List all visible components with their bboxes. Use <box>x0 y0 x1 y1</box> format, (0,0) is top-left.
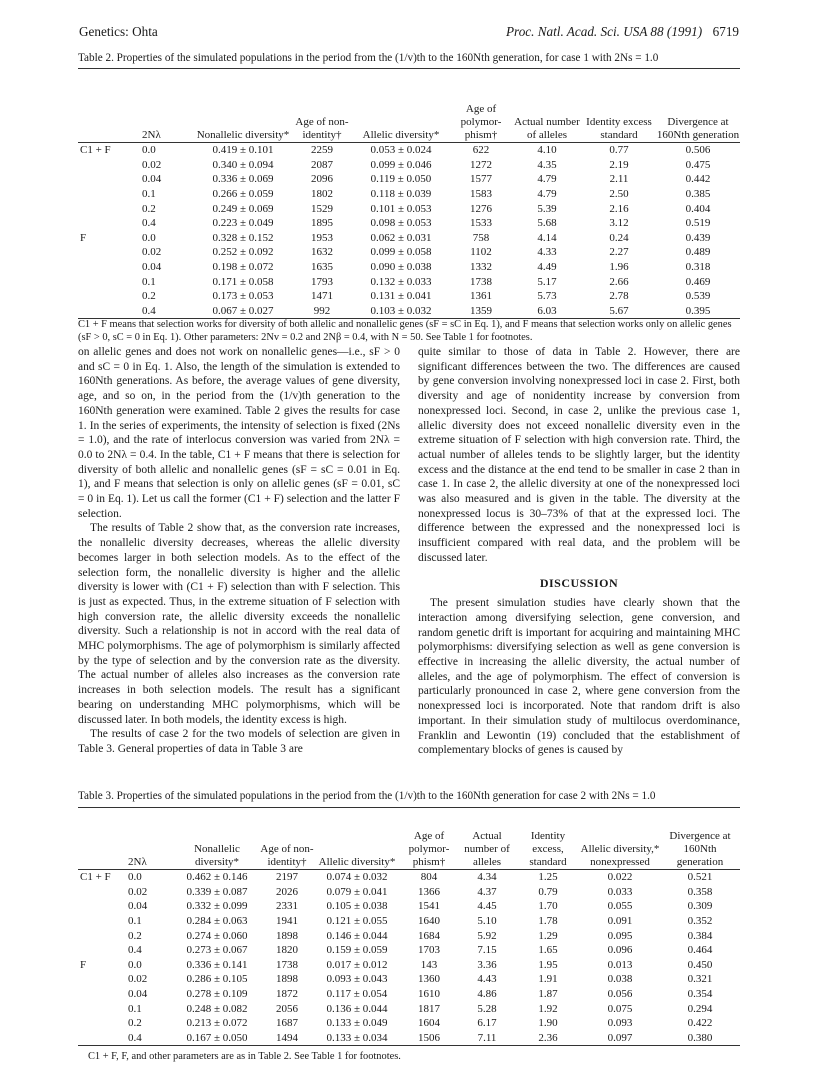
selection-group-cell: F <box>80 958 87 971</box>
table-cell: 0.521 <box>687 871 713 884</box>
table-cell: 0.067 ± 0.027 <box>212 304 274 317</box>
table-cell: 0.321 <box>687 973 713 986</box>
table-cell: 4.79 <box>537 188 557 201</box>
table-cell: 1817 <box>418 1002 440 1015</box>
table-cell: 0.278 ± 0.109 <box>186 988 248 1001</box>
selection-group-cell: F <box>80 231 87 244</box>
table-cell: 0.013 <box>607 958 633 971</box>
column-header: Age of non-identity† <box>260 843 314 868</box>
table-cell: 0.0 <box>128 958 142 971</box>
table-cell: 2.19 <box>609 158 629 171</box>
table-cell: 1.91 <box>538 973 558 986</box>
column-header: Allelic diversity* <box>318 856 396 868</box>
table-cell: 143 <box>420 958 438 971</box>
table-cell: 0.095 <box>607 929 633 942</box>
table-cell: 0.79 <box>538 885 558 898</box>
table-row <box>78 914 740 929</box>
table-row <box>78 216 740 231</box>
table-cell: 0.105 ± 0.038 <box>326 900 388 913</box>
right-paragraph: The present simulation studies have clearly shown that the interaction among diversifying selection, gene conversion, and random genetic drift is important for acquiring and maintaining MHC polymorphisms: diversifying selection as well as gene conversion is effective in increasing the allelic diversity, the actual number of alleles, and the age of polymorphism. The effect of conversion is particularly pronounced in case 2, where gene conversion from the nonexpressed loci is incorporated. Note that random drift is also important. In their simulation study of multilocus overdominance, Franklin and Lewontin (19) concluded that the establishment of complementary blocks of genes is caused by <box>418 597 740 757</box>
table-cell: 4.49 <box>537 261 557 274</box>
table-cell: 0.385 <box>685 188 711 201</box>
table-cell: 0.450 <box>687 958 713 971</box>
table-cell: 4.33 <box>537 246 557 259</box>
table-cell: 0.213 ± 0.072 <box>186 1017 248 1030</box>
running-header <box>79 24 739 42</box>
column-header: Age of polymor-phism† <box>408 830 450 868</box>
table-cell: 1361 <box>470 290 492 303</box>
table-cell: 0.422 <box>687 1017 713 1030</box>
table-cell: 1533 <box>470 217 492 230</box>
column-header: Age of non-identity† <box>295 116 349 141</box>
table-cell: 0.173 ± 0.053 <box>212 290 274 303</box>
table-cell: 0.77 <box>609 144 629 157</box>
table-row <box>78 274 740 289</box>
column-header: 2Nλ <box>128 856 147 868</box>
table-cell: 2.11 <box>609 173 629 186</box>
table-cell: 1738 <box>470 275 492 288</box>
table-cell: 1332 <box>470 261 492 274</box>
table-cell: 5.39 <box>537 202 557 215</box>
table-cell: 0.098 ± 0.053 <box>370 217 432 230</box>
table-cell: 1272 <box>470 158 492 171</box>
table-row <box>78 972 740 987</box>
table-cell: 0.442 <box>685 173 711 186</box>
table-cell: 1366 <box>418 885 440 898</box>
table-row <box>78 885 740 900</box>
table-row <box>78 928 740 943</box>
table-cell: 1102 <box>470 246 492 259</box>
table-cell: 0.475 <box>685 158 711 171</box>
table-cell: 1635 <box>311 261 333 274</box>
selection-group-cell <box>78 914 128 929</box>
table-cell: 0.0 <box>142 144 156 157</box>
table-cell: 4.43 <box>477 973 497 986</box>
table-cell: 0.0 <box>142 231 156 244</box>
selection-group-cell <box>78 187 142 202</box>
table-cell: 4.34 <box>477 871 497 884</box>
table-cell: 3.36 <box>477 958 497 971</box>
table-cell: 1640 <box>418 915 440 928</box>
table-cell: 6.17 <box>477 1017 497 1030</box>
selection-group-cell: C1 + F <box>80 871 111 884</box>
table-cell: 0.171 ± 0.058 <box>212 275 274 288</box>
selection-group-cell <box>78 943 128 958</box>
table-cell: 0.384 <box>687 929 713 942</box>
column-header: Divergence at 160Nth generation <box>656 116 740 141</box>
table-cell: 1793 <box>311 275 333 288</box>
table-cell: 1360 <box>418 973 440 986</box>
table-cell: 0.04 <box>142 261 162 274</box>
selection-group-cell <box>78 885 128 900</box>
table-cell: 0.074 ± 0.032 <box>326 871 388 884</box>
table-cell: 0.133 ± 0.034 <box>326 1031 388 1044</box>
table-cell: 4.35 <box>537 158 557 171</box>
table-row <box>78 1031 740 1046</box>
table-cell: 1898 <box>276 929 298 942</box>
table-cell: 0.1 <box>128 1002 142 1015</box>
selection-group-cell <box>78 899 128 914</box>
table-cell: 0.056 <box>607 988 633 1001</box>
table-cell: 1.29 <box>538 929 558 942</box>
column-header: Allelic diversity,* nonexpressed <box>580 843 660 868</box>
left-column <box>78 345 400 757</box>
table-cell: 1738 <box>276 958 298 971</box>
table-cell: 0.274 ± 0.060 <box>186 929 248 942</box>
table-cell: 0.118 ± 0.039 <box>370 188 432 201</box>
table-row <box>78 1016 740 1031</box>
table-cell: 0.079 ± 0.041 <box>326 885 388 898</box>
table-cell: 0.017 ± 0.012 <box>326 958 388 971</box>
table-cell: 5.68 <box>537 217 557 230</box>
table-cell: 804 <box>420 871 438 884</box>
table-cell: 2.27 <box>609 246 629 259</box>
table-cell: 0.1 <box>142 188 156 201</box>
table-cell: 1529 <box>311 202 333 215</box>
column-header: 2Nλ <box>142 129 161 141</box>
table-cell: 0.04 <box>128 988 148 1001</box>
table-cell: 0.2 <box>142 202 156 215</box>
table-cell: 0.395 <box>685 304 711 317</box>
table-cell: 0.0 <box>128 871 142 884</box>
column-header: Divergence at 160Nth generation <box>669 830 731 868</box>
table-cell: 1471 <box>311 290 333 303</box>
table-cell: 0.055 <box>607 900 633 913</box>
table-cell: 0.093 <box>607 1017 633 1030</box>
selection-group-cell <box>78 274 142 289</box>
table-cell: 0.075 <box>607 1002 633 1015</box>
table-cell: 0.286 ± 0.105 <box>186 973 248 986</box>
table-cell: 0.099 ± 0.046 <box>370 158 432 171</box>
table-cell: 4.45 <box>477 900 497 913</box>
table-cell: 2026 <box>276 885 298 898</box>
table-cell: 1610 <box>418 988 440 1001</box>
selection-group-cell <box>78 172 142 187</box>
header-citation: Proc. Natl. Acad. Sci. USA 88 (1991) <box>506 24 703 39</box>
table-cell: 0.091 <box>607 915 633 928</box>
table-cell: 0.309 <box>687 900 713 913</box>
table-cell: 2259 <box>311 144 333 157</box>
table-cell: 1.87 <box>538 988 558 1001</box>
selection-group-cell <box>78 158 142 173</box>
table-row <box>78 260 740 275</box>
table-cell: 0.103 ± 0.032 <box>370 304 432 317</box>
table-cell: 0.273 ± 0.067 <box>186 944 248 957</box>
table-cell: 0.096 <box>607 944 633 957</box>
table-cell: 0.02 <box>142 158 162 171</box>
selection-group-cell <box>78 972 128 987</box>
table-cell: 4.14 <box>537 231 557 244</box>
table-row <box>78 201 740 216</box>
table-cell: 0.2 <box>142 290 156 303</box>
table-cell: 1541 <box>418 900 440 913</box>
table-cell: 0.062 ± 0.031 <box>370 231 432 244</box>
table-cell: 0.093 ± 0.043 <box>326 973 388 986</box>
table-cell: 0.2 <box>128 929 142 942</box>
table-cell: 1583 <box>470 188 492 201</box>
table-cell: 1.90 <box>538 1017 558 1030</box>
table-cell: 1820 <box>276 944 298 957</box>
table-cell: 5.17 <box>537 275 557 288</box>
table-cell: 0.252 ± 0.092 <box>212 246 274 259</box>
table-cell: 1802 <box>311 188 333 201</box>
table-cell: 1898 <box>276 973 298 986</box>
table-cell: 5.67 <box>609 304 629 317</box>
table-row <box>78 304 740 319</box>
table-row <box>78 958 740 973</box>
selection-group-cell <box>78 304 142 319</box>
table-cell: 622 <box>472 144 490 157</box>
column-header <box>78 69 142 143</box>
column-header: Nonallelic diversity* <box>194 843 240 868</box>
table3 <box>78 807 740 1046</box>
selection-group-cell <box>78 245 142 260</box>
header-journal-section: Genetics: Ohta <box>79 24 158 39</box>
table-cell: 0.506 <box>685 144 711 157</box>
column-header: Identity excess standard <box>586 116 652 141</box>
table-cell: 2.66 <box>609 275 629 288</box>
table-cell: 0.339 ± 0.087 <box>186 885 248 898</box>
table-cell: 0.159 ± 0.059 <box>326 944 388 957</box>
table-cell: 0.053 ± 0.024 <box>370 144 432 157</box>
table-cell: 2331 <box>276 900 298 913</box>
table-cell: 1632 <box>311 246 333 259</box>
table3-caption: Table 3. Properties of the simulated populations in the period from the (1/v)th to the 160Nth generation for case 2 with 2Ns = 1.0 <box>78 790 656 802</box>
table-cell: 0.328 ± 0.152 <box>212 231 274 244</box>
table-cell: 2096 <box>311 173 333 186</box>
table-cell: 1.78 <box>538 915 558 928</box>
table-row <box>78 172 740 187</box>
table-cell: 0.4 <box>142 217 156 230</box>
table-cell: 2.16 <box>609 202 629 215</box>
table-row <box>78 158 740 173</box>
table-cell: 1687 <box>276 1017 298 1030</box>
table-cell: 4.37 <box>477 885 497 898</box>
table-cell: 0.284 ± 0.063 <box>186 915 248 928</box>
table-cell: 0.336 ± 0.141 <box>186 958 248 971</box>
table-cell: 5.92 <box>477 929 497 942</box>
table-cell: 0.336 ± 0.069 <box>212 173 274 186</box>
table-cell: 1.25 <box>538 871 558 884</box>
table-cell: 2087 <box>311 158 333 171</box>
column-header: Age of polymor-phism† <box>460 103 502 141</box>
table-cell: 1.96 <box>609 261 629 274</box>
table-row <box>78 231 740 246</box>
selection-group-cell <box>78 1016 128 1031</box>
table-cell: 0.352 <box>687 915 713 928</box>
table-cell: 0.033 <box>607 885 633 898</box>
table-cell: 0.358 <box>687 885 713 898</box>
table-cell: 1703 <box>418 944 440 957</box>
selection-group-cell <box>78 928 128 943</box>
table-cell: 0.1 <box>128 915 142 928</box>
table-row <box>78 187 740 202</box>
table-cell: 0.489 <box>685 246 711 259</box>
table-cell: 0.462 ± 0.146 <box>186 871 248 884</box>
table-cell: 0.117 ± 0.054 <box>326 988 388 1001</box>
table-cell: 0.404 <box>685 202 711 215</box>
table-cell: 1276 <box>470 202 492 215</box>
table-cell: 0.136 ± 0.044 <box>326 1002 388 1015</box>
table-cell: 0.340 ± 0.094 <box>212 158 274 171</box>
table-cell: 758 <box>472 231 490 244</box>
table-cell: 1494 <box>276 1031 298 1044</box>
table-cell: 1.65 <box>538 944 558 957</box>
table-cell: 0.380 <box>687 1031 713 1044</box>
column-header: Actual number of alleles <box>514 116 580 141</box>
table-cell: 0.02 <box>128 885 148 898</box>
table-cell: 0.4 <box>128 1031 142 1044</box>
table-cell: 0.439 <box>685 231 711 244</box>
table-cell: 2.50 <box>609 188 629 201</box>
table-cell: 0.131 ± 0.041 <box>370 290 432 303</box>
table2 <box>78 68 740 319</box>
table-cell: 0.02 <box>142 246 162 259</box>
table-cell: 3.12 <box>609 217 629 230</box>
table-cell: 0.1 <box>142 275 156 288</box>
page-number: 6719 <box>712 24 739 39</box>
table-cell: 0.4 <box>128 944 142 957</box>
selection-group-cell <box>78 260 142 275</box>
table-cell: 1.70 <box>538 900 558 913</box>
table-cell: 0.469 <box>685 275 711 288</box>
table-cell: 0.354 <box>687 988 713 1001</box>
table-row <box>78 987 740 1002</box>
table-cell: 0.146 ± 0.044 <box>326 929 388 942</box>
table-cell: 4.79 <box>537 173 557 186</box>
table-cell: 6.03 <box>537 304 557 317</box>
table-cell: 0.132 ± 0.033 <box>370 275 432 288</box>
table-cell: 0.101 ± 0.053 <box>370 202 432 215</box>
selection-group-cell <box>78 1001 128 1016</box>
table-cell: 5.28 <box>477 1002 497 1015</box>
table-cell: 0.04 <box>142 173 162 186</box>
table-row <box>78 289 740 304</box>
table-cell: 0.223 ± 0.049 <box>212 217 274 230</box>
table-cell: 0.097 <box>607 1031 633 1044</box>
table-cell: 0.02 <box>128 973 148 986</box>
table-cell: 0.2 <box>128 1017 142 1030</box>
table-cell: 4.10 <box>537 144 557 157</box>
column-header: Nonallelic diversity* <box>196 129 290 141</box>
table-cell: 0.167 ± 0.050 <box>186 1031 248 1044</box>
table-cell: 0.090 ± 0.038 <box>370 261 432 274</box>
table-cell: 7.15 <box>477 944 497 957</box>
table-row <box>78 1001 740 1016</box>
table-row <box>78 870 740 885</box>
table-cell: 0.248 ± 0.082 <box>186 1002 248 1015</box>
right-column <box>418 345 740 758</box>
table-cell: 0.266 ± 0.059 <box>212 188 274 201</box>
table-cell: 0.099 ± 0.058 <box>370 246 432 259</box>
table-cell: 0.133 ± 0.049 <box>326 1017 388 1030</box>
selection-group-cell <box>78 216 142 231</box>
table-cell: 1359 <box>470 304 492 317</box>
table-cell: 992 <box>313 304 331 317</box>
table-row <box>78 899 740 914</box>
table-cell: 1604 <box>418 1017 440 1030</box>
table-cell: 2056 <box>276 1002 298 1015</box>
table-cell: 1684 <box>418 929 440 942</box>
table-row <box>78 245 740 260</box>
table-cell: 0.121 ± 0.055 <box>326 915 388 928</box>
table-cell: 2197 <box>276 871 298 884</box>
table-cell: 0.022 <box>607 871 633 884</box>
table-cell: 0.038 <box>607 973 633 986</box>
left-paragraph: The results of Table 2 show that, as the conversion rate increases, the nonallelic diversity decreases, whereas the allelic diversity becomes larger in both selection models. As to the effect of the selection form, the nonallelic diversity is higher and the allelic diversity is lower with (C1 + F) selection than with F selection. This is just as expected. Thus, in the extreme situation of F selection with high conversion rate, the allelic diversity exceeds the nonallelic diversity. Such a relationship is not in accord with the real data of MHC polymorphisms. The age of polymorphism is similarly affected by the type of selection and by the conversion rate as the diversity. The actual number of alleles also increases as the conversion rate increases in both selection models. The result has a significant bearing on understanding MHC polymorphisms, which will be discussed later. In both models, the identity excess is high. <box>78 522 400 726</box>
table-cell: 5.10 <box>477 915 497 928</box>
table-cell: 0.519 <box>685 217 711 230</box>
table-row <box>78 943 740 958</box>
column-header: Actual number of alleles <box>464 830 510 868</box>
table-row <box>78 143 740 158</box>
table-cell: 1872 <box>276 988 298 1001</box>
table-cell: 0.198 ± 0.072 <box>212 261 274 274</box>
selection-group-cell <box>78 1031 128 1046</box>
table-cell: 1953 <box>311 231 333 244</box>
column-header: Identity excess, standard <box>529 830 567 868</box>
table-cell: 0.419 ± 0.101 <box>212 144 274 157</box>
column-header <box>78 808 128 870</box>
table-cell: 1.92 <box>538 1002 558 1015</box>
table2-caption: Table 2. Properties of the simulated populations in the period from the (1/v)th to the 160Nth generation, for case 1 with 2Ns = 1.0 <box>78 52 659 64</box>
table-cell: 0.119 ± 0.050 <box>370 173 432 186</box>
selection-group-cell <box>78 201 142 216</box>
left-paragraph: The results of case 2 for the two models of selection are given in Table 3. General properties of data in Table 3 are <box>78 728 400 755</box>
column-header: Allelic diversity* <box>362 129 440 141</box>
table3-footnote: C1 + F, F, and other parameters are as in Table 2. See Table 1 for footnotes. <box>88 1051 401 1062</box>
table-cell: 1577 <box>470 173 492 186</box>
table-cell: 0.318 <box>685 261 711 274</box>
table-cell: 1941 <box>276 915 298 928</box>
selection-group-cell: C1 + F <box>80 144 111 157</box>
table-cell: 1.95 <box>538 958 558 971</box>
selection-group-cell <box>78 289 142 304</box>
selection-group-cell <box>78 987 128 1002</box>
table-cell: 0.249 ± 0.069 <box>212 202 274 215</box>
left-paragraph: on allelic genes and does not work on nonallelic genes—i.e., sF > 0 and sC = 0 in Eq. 1. Also, the length of the simulation is extended to 160Nth generations. As before, the average values of gene diversity, age, and so on, in the period from the (1/v)th generation to the 160Nth generation were examined. Table 2 gives the results for case 1. In the series of experiments, the intensity of selection is fixed (2Ns = 1.0), and the rate of interlocus conversion was varied from 2Nλ = 0.0 to 2Nλ = 0.4. In the table, C1 + F means that there is selection for diversity of both allelic and nonallelic genes (sF = sC = 0.01 in Eq. 1), and F means that selection is only on allelic genes (sF = 0.01, sC = 0 in Eq. 1). Let us call the former (C1 + F) selection and the latter F selection. <box>78 346 400 520</box>
table-cell: 0.294 <box>687 1002 713 1015</box>
table-cell: 1506 <box>418 1031 440 1044</box>
right-paragraph: quite similar to those of data in Table 2. However, there are significant differences between the two. The differences are caused by gene conversion involving nonexpressed loci in case 2. First, both diversity and age of nonidentity increase by conversion from nonexpressed loci. Second, in case 2, unlike the previous case 1, allelic diversity does not exceed nonallelic diversity even in the extreme situation of F selection with high conversion rate. Third, the actual number of alleles tends to be slightly larger, but the identity excess and the distance at the end tend to be smaller in case 2 than in case 1. In case 2, the allelic diversity at one of the nonexpressed loci was also measured and is given in the table. The diversity at the nonexpressed locus is 30–73% of that at the expressed loci. The difference between the expressed and the nonexpressed loci is insufficient compared with real data, and the problem will be discussed later. <box>418 346 740 564</box>
table-cell: 2.36 <box>538 1031 558 1044</box>
table-cell: 7.11 <box>477 1031 497 1044</box>
table-cell: 0.464 <box>687 944 713 957</box>
table-cell: 0.539 <box>685 290 711 303</box>
table-cell: 2.78 <box>609 290 629 303</box>
table-cell: 0.4 <box>142 304 156 317</box>
discussion-heading: DISCUSSION <box>539 575 619 590</box>
table-cell: 0.24 <box>609 231 629 244</box>
table-cell: 0.332 ± 0.099 <box>186 900 248 913</box>
table-cell: 5.73 <box>537 290 557 303</box>
table-cell: 4.86 <box>477 988 497 1001</box>
table2-footnote: C1 + F means that selection works for diversity of both allelic and nonallelic genes (sF = sC in Eq. 1), and F means that selection works only on allelic genes (sF > 0, sC = 0 in Eq. 1). Other parameters: 2Nv = 0.2 and 2Nβ = 0.4, with N = 50. See Table 1 for footnotes. <box>78 319 732 343</box>
table-cell: 1895 <box>311 217 333 230</box>
table-cell: 0.04 <box>128 900 148 913</box>
